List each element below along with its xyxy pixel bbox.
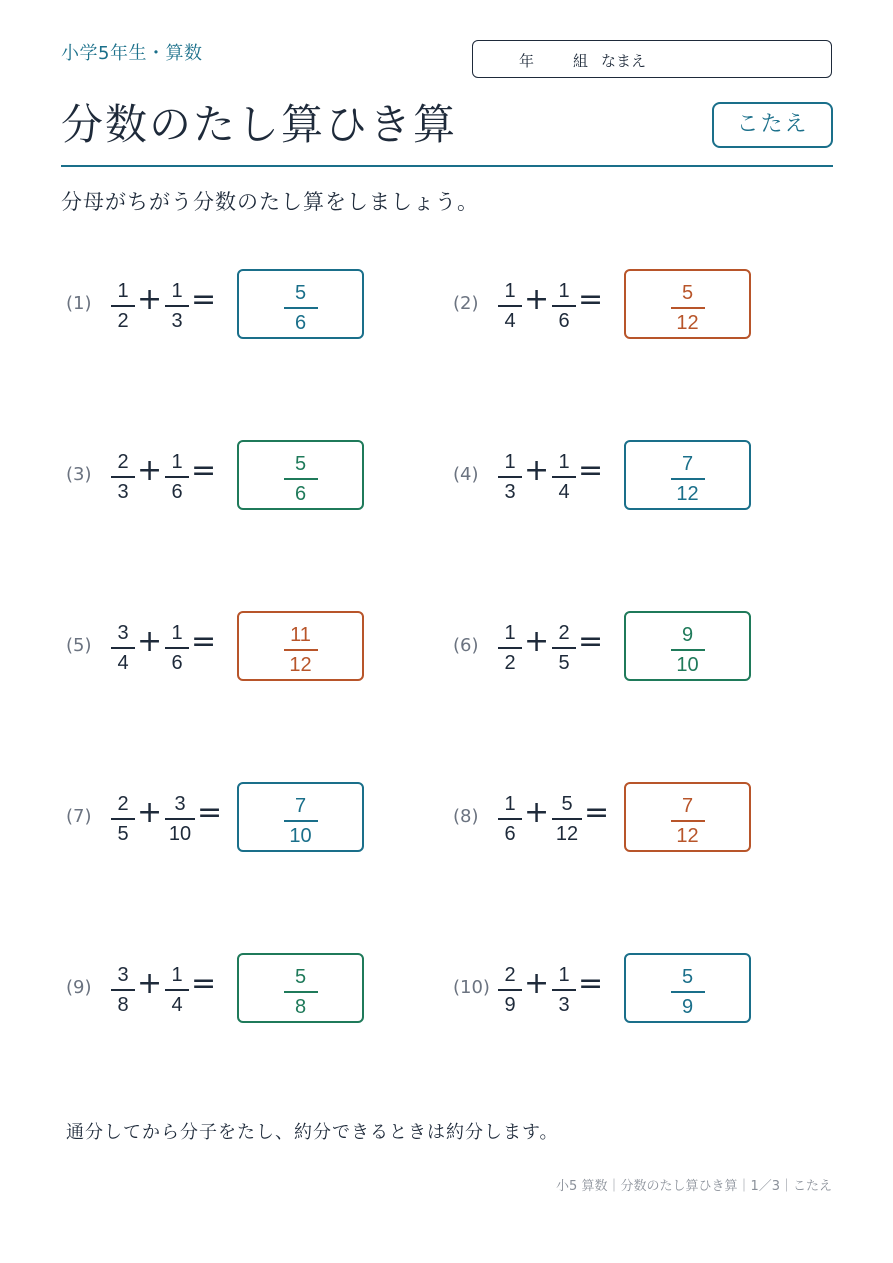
answer-numerator: 7 (681, 453, 694, 475)
fraction-bar (165, 989, 189, 991)
denominator: 6 (171, 480, 183, 503)
addend-fraction-1 (109, 792, 137, 846)
answer-fraction-bar (671, 649, 705, 651)
plus-sign: + (137, 795, 163, 830)
addend-fraction-1 (496, 621, 524, 675)
numerator: 1 (558, 964, 570, 986)
denominator: 5 (117, 822, 129, 845)
problem-number: (9) (66, 977, 92, 998)
answer-numerator: 7 (681, 795, 694, 817)
addend-fraction-1 (109, 279, 137, 333)
denominator: 6 (558, 309, 570, 332)
addend-fraction-2 (550, 963, 578, 1017)
answer-fraction-bar (284, 820, 318, 822)
answer-box[interactable] (237, 269, 364, 339)
answer-fraction (239, 452, 362, 506)
denominator: 6 (171, 651, 183, 674)
denominator: 3 (504, 480, 516, 503)
problem (453, 611, 753, 681)
denominator: 3 (171, 309, 183, 332)
denominator: 3 (117, 480, 129, 503)
plus-sign: + (524, 795, 550, 830)
denominator: 2 (504, 651, 516, 674)
denominator: 4 (558, 480, 570, 503)
answer-fraction (626, 794, 749, 848)
answer-numerator: 9 (681, 624, 694, 646)
name-box[interactable] (472, 40, 832, 78)
problem-number: (4) (453, 464, 479, 485)
numerator: 1 (171, 964, 183, 986)
addend-fraction-2 (163, 963, 191, 1017)
fraction-bar (498, 647, 522, 649)
addend-fraction-1 (496, 279, 524, 333)
answer-fraction-bar (284, 649, 318, 651)
numerator: 1 (558, 280, 570, 302)
answer-fraction-bar (671, 307, 705, 309)
answer-fraction-bar (671, 478, 705, 480)
fraction-bar (552, 818, 582, 820)
problem-number: (1) (66, 293, 92, 314)
answer-box[interactable] (624, 440, 751, 510)
denominator: 3 (558, 993, 570, 1016)
denominator: 9 (504, 993, 516, 1016)
numerator: 1 (171, 280, 183, 302)
addend-fraction-1 (496, 792, 524, 846)
problem (453, 269, 753, 339)
equals-sign: = (584, 795, 610, 830)
addend-fraction-2 (550, 792, 584, 846)
numerator: 1 (504, 451, 516, 473)
numerator: 2 (117, 451, 129, 473)
answer-numerator: 7 (294, 795, 307, 817)
addend-fraction-1 (496, 963, 524, 1017)
plus-sign: + (524, 453, 550, 488)
note: 通分してから分子をたし、約分できるときは約分します。 (66, 1122, 559, 1143)
addend-fraction-1 (109, 450, 137, 504)
plus-sign: + (524, 966, 550, 1001)
answer-box[interactable] (237, 611, 364, 681)
answer-box[interactable] (624, 953, 751, 1023)
denominator: 12 (555, 822, 579, 845)
equals-sign: = (191, 624, 217, 659)
numerator: 2 (558, 622, 570, 644)
addend-fraction-2 (163, 621, 191, 675)
answer-numerator: 5 (294, 282, 307, 304)
plus-sign: + (524, 282, 550, 317)
answer-box[interactable] (237, 953, 364, 1023)
answer-fraction (239, 281, 362, 335)
answer-fraction (239, 623, 362, 677)
answer-box[interactable] (624, 611, 751, 681)
page-title: 分数のたし算ひき算 (61, 100, 458, 149)
instruction: 分母がちがう分数のたし算をしましょう。 (61, 190, 479, 214)
answer-fraction (626, 623, 749, 677)
answer-fraction-bar (284, 478, 318, 480)
answer-fraction (239, 794, 362, 848)
numerator: 1 (171, 451, 183, 473)
fraction-bar (498, 818, 522, 820)
answer-box[interactable] (237, 440, 364, 510)
problem (66, 269, 366, 339)
problem (453, 782, 753, 852)
problem (453, 440, 753, 510)
answer-fraction (626, 965, 749, 1019)
answer-denominator: 12 (289, 653, 312, 676)
equals-sign: = (191, 453, 217, 488)
numerator: 3 (117, 964, 129, 986)
denominator: 5 (558, 651, 570, 674)
denominator: 8 (117, 993, 129, 1016)
answer-denominator: 8 (294, 995, 307, 1018)
fraction-bar (552, 989, 576, 991)
answer-denominator: 12 (676, 824, 699, 847)
problem-number: (3) (66, 464, 92, 485)
problem (66, 782, 366, 852)
fraction-bar (552, 647, 576, 649)
numerator: 1 (504, 793, 516, 815)
answer-denominator: 10 (676, 653, 699, 676)
fraction-bar (111, 647, 135, 649)
fraction-bar (111, 476, 135, 478)
year-label: 年 (519, 52, 535, 70)
numerator: 3 (117, 622, 129, 644)
denominator: 6 (504, 822, 516, 845)
addend-fraction-1 (496, 450, 524, 504)
problem (66, 953, 366, 1023)
answer-fraction-bar (671, 820, 705, 822)
numerator: 2 (117, 793, 129, 815)
grade-label: 小学5年生・算数 (61, 43, 203, 64)
equals-sign: = (578, 966, 604, 1001)
answer-fraction-bar (284, 991, 318, 993)
fraction-bar (498, 989, 522, 991)
answer-box[interactable] (624, 782, 751, 852)
answer-denominator: 10 (289, 824, 312, 847)
addend-fraction-1 (109, 963, 137, 1017)
fraction-bar (552, 305, 576, 307)
answer-fraction-bar (284, 307, 318, 309)
denominator: 10 (168, 822, 192, 845)
numerator: 1 (558, 451, 570, 473)
class-label: 組 (573, 52, 589, 70)
plus-sign: + (524, 624, 550, 659)
answer-fraction (626, 452, 749, 506)
numerator: 3 (174, 793, 186, 815)
fraction-bar (165, 305, 189, 307)
equals-sign: = (578, 453, 604, 488)
answer-box[interactable] (624, 269, 751, 339)
answer-numerator: 5 (681, 282, 694, 304)
numerator: 1 (504, 280, 516, 302)
equals-sign: = (578, 282, 604, 317)
fraction-bar (111, 818, 135, 820)
answer-numerator: 5 (294, 453, 307, 475)
fraction-bar (165, 647, 189, 649)
addend-fraction-2 (550, 279, 578, 333)
numerator: 1 (117, 280, 129, 302)
denominator: 4 (171, 993, 183, 1016)
title-rule (61, 165, 833, 167)
addend-fraction-2 (163, 792, 197, 846)
fraction-bar (552, 476, 576, 478)
plus-sign: + (137, 624, 163, 659)
answer-numerator: 11 (290, 624, 311, 646)
problem-number: (2) (453, 293, 479, 314)
problem-number: (5) (66, 635, 92, 656)
problem-number: (10) (453, 977, 490, 998)
problem (66, 611, 366, 681)
numerator: 1 (504, 622, 516, 644)
answer-denominator: 6 (294, 311, 307, 334)
plus-sign: + (137, 966, 163, 1001)
problem (453, 953, 753, 1023)
addend-fraction-2 (550, 450, 578, 504)
denominator: 4 (117, 651, 129, 674)
answer-fraction (239, 965, 362, 1019)
name-label: なまえ (601, 52, 647, 70)
addend-fraction-2 (163, 279, 191, 333)
equals-sign: = (578, 624, 604, 659)
fraction-bar (111, 305, 135, 307)
fraction-bar (498, 476, 522, 478)
addend-fraction-1 (109, 621, 137, 675)
answer-numerator: 5 (681, 966, 694, 988)
fraction-bar (165, 818, 195, 820)
equals-sign: = (191, 966, 217, 1001)
plus-sign: + (137, 282, 163, 317)
denominator: 4 (504, 309, 516, 332)
answer-numerator: 5 (294, 966, 307, 988)
denominator: 2 (117, 309, 129, 332)
equals-sign: = (191, 282, 217, 317)
problem-number: (8) (453, 806, 479, 827)
problem-number: (6) (453, 635, 479, 656)
answer-box[interactable] (237, 782, 364, 852)
answer-denominator: 12 (676, 482, 699, 505)
answer-fraction (626, 281, 749, 335)
problem-number: (7) (66, 806, 92, 827)
answer-tag: こたえ (712, 102, 833, 148)
footer: 小5 算数｜分数のたし算ひき算｜1／3｜こたえ (556, 1179, 832, 1194)
numerator: 2 (504, 964, 516, 986)
numerator: 1 (171, 622, 183, 644)
answer-denominator: 9 (681, 995, 694, 1018)
equals-sign: = (197, 795, 223, 830)
plus-sign: + (137, 453, 163, 488)
addend-fraction-2 (550, 621, 578, 675)
fraction-bar (111, 989, 135, 991)
answer-denominator: 12 (676, 311, 699, 334)
numerator: 5 (561, 793, 573, 815)
problem (66, 440, 366, 510)
addend-fraction-2 (163, 450, 191, 504)
answer-denominator: 6 (294, 482, 307, 505)
fraction-bar (498, 305, 522, 307)
answer-fraction-bar (671, 991, 705, 993)
fraction-bar (165, 476, 189, 478)
